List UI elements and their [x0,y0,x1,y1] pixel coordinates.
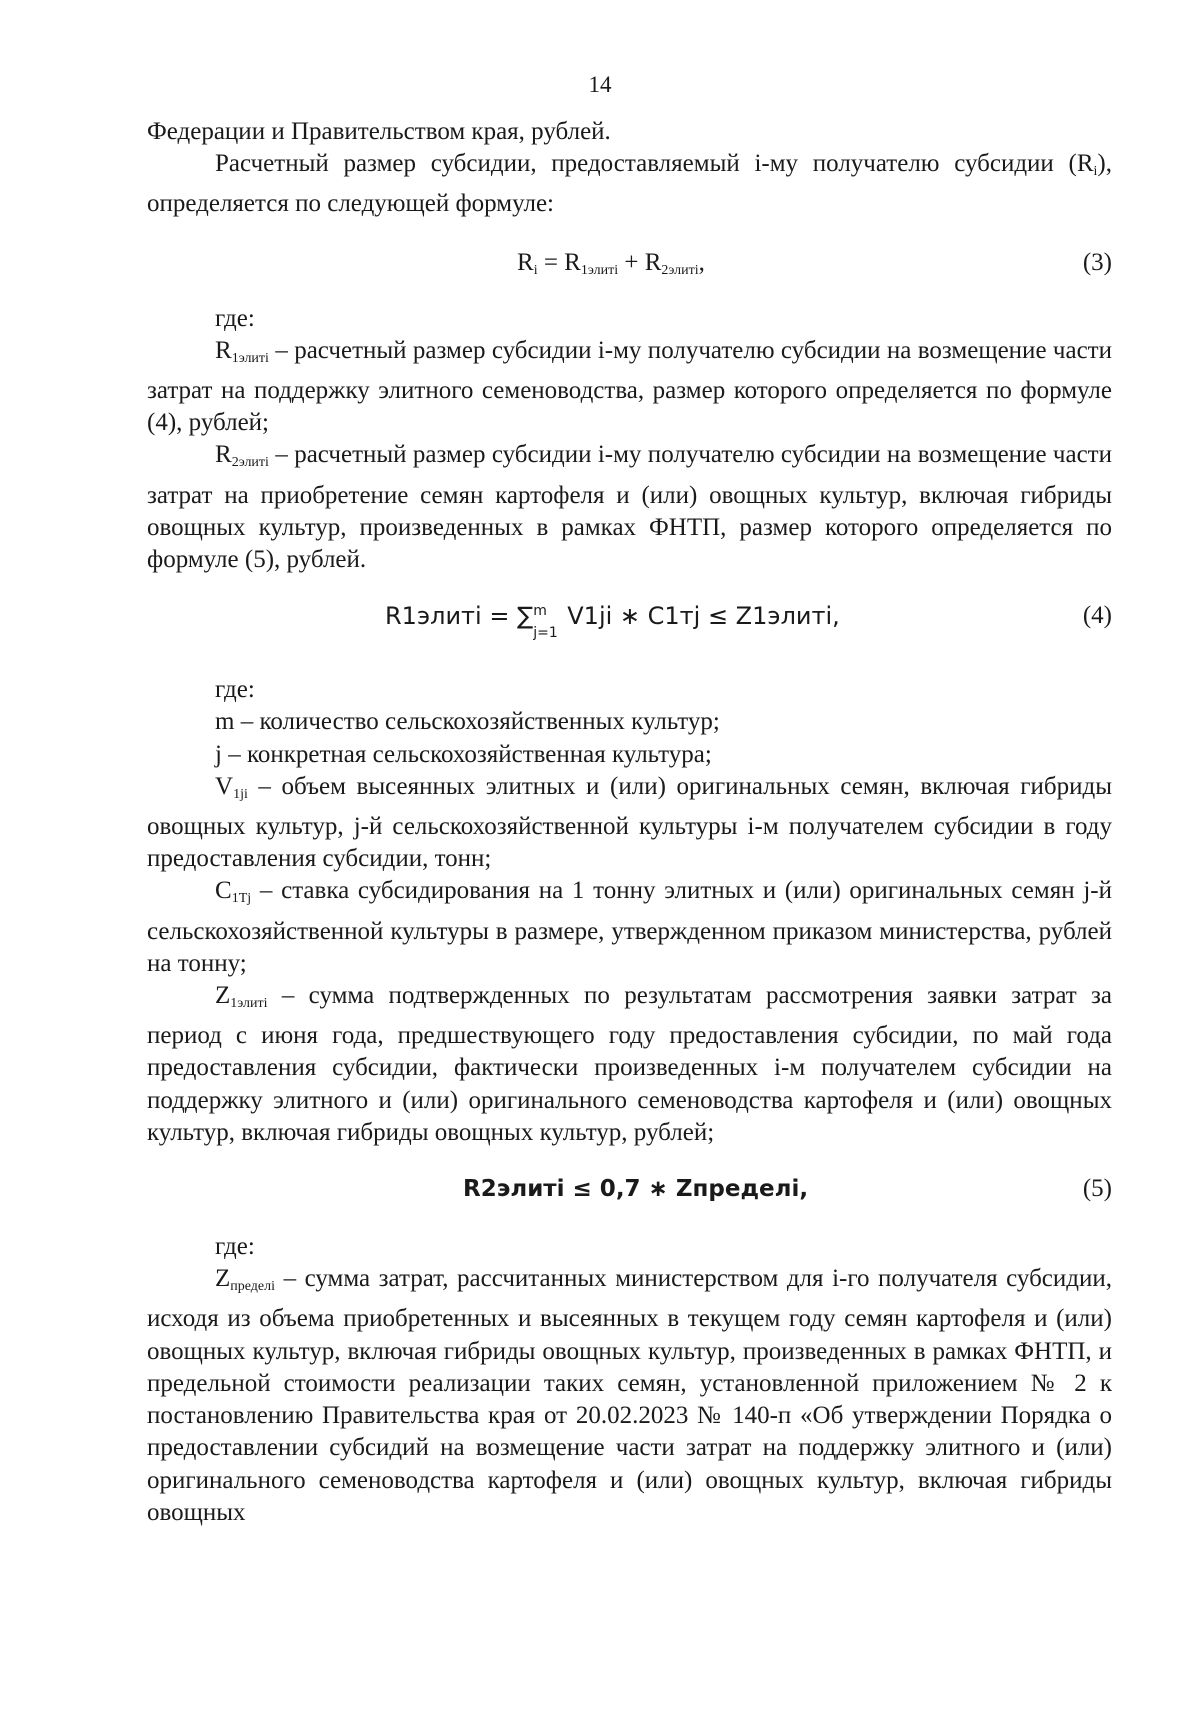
definition-v1ji [147,771,1112,876]
page-number: 14 [588,72,612,97]
definition-text: – расчетный размер субсидии i-му получателю субсидии на возмещение части затрат на поддержку элитного семеноводства, размер которого определяется по формуле (4), рублей; [147,336,1112,437]
formula-subscript: 2элитi [661,262,699,278]
definition-symbol: C [215,877,232,905]
definition-text: – конкретная сельскохозяйственная культура; [221,740,712,768]
definition-subscript: 1Тj [231,891,252,907]
formula-5-row [147,1173,1112,1205]
definition-symbol: R [215,336,232,364]
formula-subscript: i [533,262,538,278]
formula-part: , [698,248,705,276]
definition-subscript: 2элитi [231,455,269,471]
sum-symbol: ∑ [517,602,534,631]
definition-m [147,706,1112,738]
formula-3-row [147,247,1112,279]
definition-j [147,739,1112,771]
definition-text: – объем высеянных элитных и (или) оригинальных семян, включая гибриды овощных культур, j-й сельскохозяйственной культуры i-м получателем субсидии в году предоставления субсидии, тонн; [147,772,1112,873]
formula-equals: = [481,602,518,631]
definition-z-predel [147,1263,1112,1529]
formula-symbol: R [517,248,534,276]
paragraph-intro-formula-3 [147,148,1112,220]
definition-subscript: 1элитi [230,996,268,1012]
where-label: где: [215,676,255,704]
paragraph-text: Расчетный размер субсидии, предоставляемый i-му получателю субсидии (R [215,150,1094,178]
where-label: где: [215,304,255,332]
definition-subscript: 1элитi [231,350,269,366]
definition-text: – сумма затрат, рассчитанных министерством для i-го получателя субсидии, исходя из объема приобретенных и высеянных в текущем году семян картофеля и (или) овощных культур, включая гибриды овощных культур, произведенных в рамках ФНТП, и предельной стоимости реализации таких семян, установленной приложением № 2 к постановлению Правительства края от 20.02.2023 № 140-п «Об утверждении Порядка о предоставлении субсидий на возмещение части затрат на поддержку элитного и (или) оригинального семеноводства картофеля и (или) овощных культур, включая гибриды овощных [147,1265,1112,1526]
paragraph-text: ), определяется по следующей формуле: [147,150,1112,218]
formula-lhs: R1элитi [385,602,482,631]
definition-symbol: j [215,740,222,768]
definition-text: – расчетный размер субсидии i-му получателю субсидии на возмещение части затрат на приобретение семян картофеля и (или) овощных культур, включая гибриды овощных культур, произведенных в рамках ФНТП, размер которого определяется по формуле (5), рублей. [147,441,1112,574]
definition-subscript: пределi [230,1279,276,1295]
subscript: i [1093,164,1098,180]
definition-symbol: Z [215,982,231,1010]
document-body [147,116,1112,1529]
definition-symbol: Z [215,1265,231,1293]
sum-upper-limit: m [533,603,547,620]
formula-subscript: 1элитi [580,262,619,278]
definition-symbol: V [215,772,234,800]
definition-r2 [147,439,1112,576]
definition-text: – ставка субсидирования на 1 тонну элитных и (или) оригинальных семян j-й сельскохозяйственной культуры в размере, утвержденном приказом министерства, рублей на тонну; [147,877,1112,977]
definition-symbol: m [215,708,235,736]
formula-part: = R [537,248,581,276]
formula-body: V1ji ∗ C1тj ≤ Z1элитi, [567,602,840,631]
definition-text: – количество сельскохозяйственных культур; [234,708,720,736]
formula-4-number: (4) [1082,602,1112,630]
definition-subscript: 1ji [233,786,248,802]
definition-r1 [147,335,1112,440]
formula-3-number: (3) [1082,248,1112,276]
formula-3 [517,247,705,287]
sum-lower-limit: j=1 [533,625,558,642]
definition-c1tj [147,875,1112,980]
sum-limits [533,603,567,642]
definition-z1 [147,980,1112,1149]
formula-4-row [147,600,1112,642]
where-label: где: [215,1233,255,1261]
paragraph-continuation: Федерации и Правительством края, рублей. [147,118,611,145]
definition-symbol: R [215,441,232,469]
formula-5: R2элитi ≤ 0,7 ∗ Zпределi, [463,1176,809,1203]
formula-5-number: (5) [1082,1175,1112,1203]
definition-text: – сумма подтвержденных по результатам рассмотрения заявки затрат за период с июня года, предшествующего году предоставления субсидии, по май года предоставления субсидии, фактически произведенных i-м получателем субсидии на поддержку элитного и (или) оригинального семеноводства картофеля и (или) овощных культур, включая гибриды овощных культур, рублей; [147,982,1112,1146]
formula-part: + R [618,248,662,276]
formula-4 [385,600,840,642]
